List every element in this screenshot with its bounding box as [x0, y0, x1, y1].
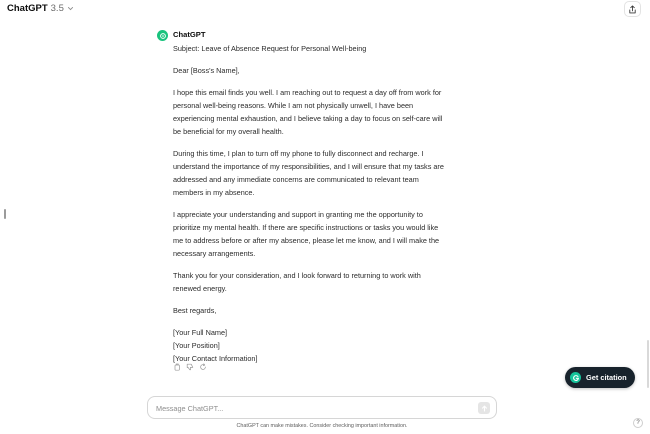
model-selector[interactable] — [7, 3, 74, 14]
email-signature — [173, 326, 455, 365]
send-button[interactable] — [478, 402, 490, 414]
email-subject: Subject: Leave of Absence Request for Personal Well-being — [173, 44, 367, 53]
assistant-message — [173, 42, 455, 374]
signature-position: [Your Position] — [173, 341, 220, 350]
signature-name: [Your Full Name] — [173, 328, 228, 337]
email-paragraph-1 — [173, 86, 455, 138]
text-line: addressed and any immediate concerns are communicated to relevant team — [173, 175, 419, 184]
sidebar-toggle-handle[interactable] — [4, 209, 6, 219]
text-line: prioritize my mental health. If there are specific instructions or tasks you would like — [173, 223, 439, 232]
thumbs-down-button[interactable] — [186, 363, 194, 371]
email-paragraph-4 — [173, 269, 455, 295]
message-composer — [147, 396, 497, 419]
signature-contact: [Your Contact Information] — [173, 354, 258, 363]
help-button[interactable]: ? — [633, 418, 643, 428]
model-name: ChatGPT — [7, 3, 48, 14]
text-line: members in my absence. — [173, 188, 255, 197]
top-bar — [0, 0, 650, 18]
share-button[interactable] — [624, 1, 641, 17]
message-input[interactable] — [156, 402, 456, 414]
regenerate-icon — [199, 363, 207, 371]
regenerate-button[interactable] — [199, 363, 207, 371]
thumbs-down-icon — [186, 363, 194, 371]
text-line: During this time, I plan to turn off my phone to fully disconnect and recharge. I — [173, 149, 424, 158]
text-line: understand the importance of my responsibilities, and I will ensure that my tasks are — [173, 162, 444, 171]
copy-button[interactable] — [173, 363, 181, 371]
text-line: me to address before or after my absence, please let me know, and I will make the — [173, 236, 440, 245]
grammarly-icon — [570, 372, 581, 383]
text-line: personal well-being reasons. While I am not physically unwell, I have been — [173, 101, 414, 110]
chatgpt-avatar — [157, 30, 168, 41]
citation-label: Get citation — [586, 373, 627, 382]
text-line: experiencing mental exhaustion, and I believe taking a day to focus on self-care will — [173, 114, 443, 123]
email-greeting: Dear [Boss's Name], — [173, 66, 240, 75]
copy-icon — [173, 363, 181, 371]
text-line: Thank you for your consideration, and I look forward to returning to work with — [173, 271, 421, 280]
email-paragraph-2 — [173, 147, 455, 199]
text-line: I appreciate your understanding and support in granting me the opportunity to — [173, 210, 423, 219]
text-line: be beneficial for my overall health. — [173, 127, 284, 136]
get-citation-button[interactable] — [565, 367, 635, 388]
text-line: renewed energy. — [173, 284, 227, 293]
arrow-up-icon — [481, 405, 488, 412]
message-actions — [173, 363, 207, 371]
email-paragraph-3 — [173, 208, 455, 260]
scrollbar[interactable] — [647, 340, 649, 388]
share-icon — [628, 5, 637, 14]
message-author: ChatGPT — [173, 30, 206, 39]
text-line: necessary arrangements. — [173, 249, 256, 258]
model-version: 3.5 — [50, 3, 64, 14]
disclaimer: ChatGPT can make mistakes. Consider checking important information. — [236, 423, 408, 429]
text-line: I hope this email finds you well. I am reaching out to request a day off from work for — [173, 88, 442, 97]
openai-logo-icon — [159, 32, 167, 40]
email-closing: Best regards, — [173, 306, 217, 315]
chevron-down-icon — [67, 5, 74, 12]
grammarly-g-icon — [572, 374, 580, 382]
